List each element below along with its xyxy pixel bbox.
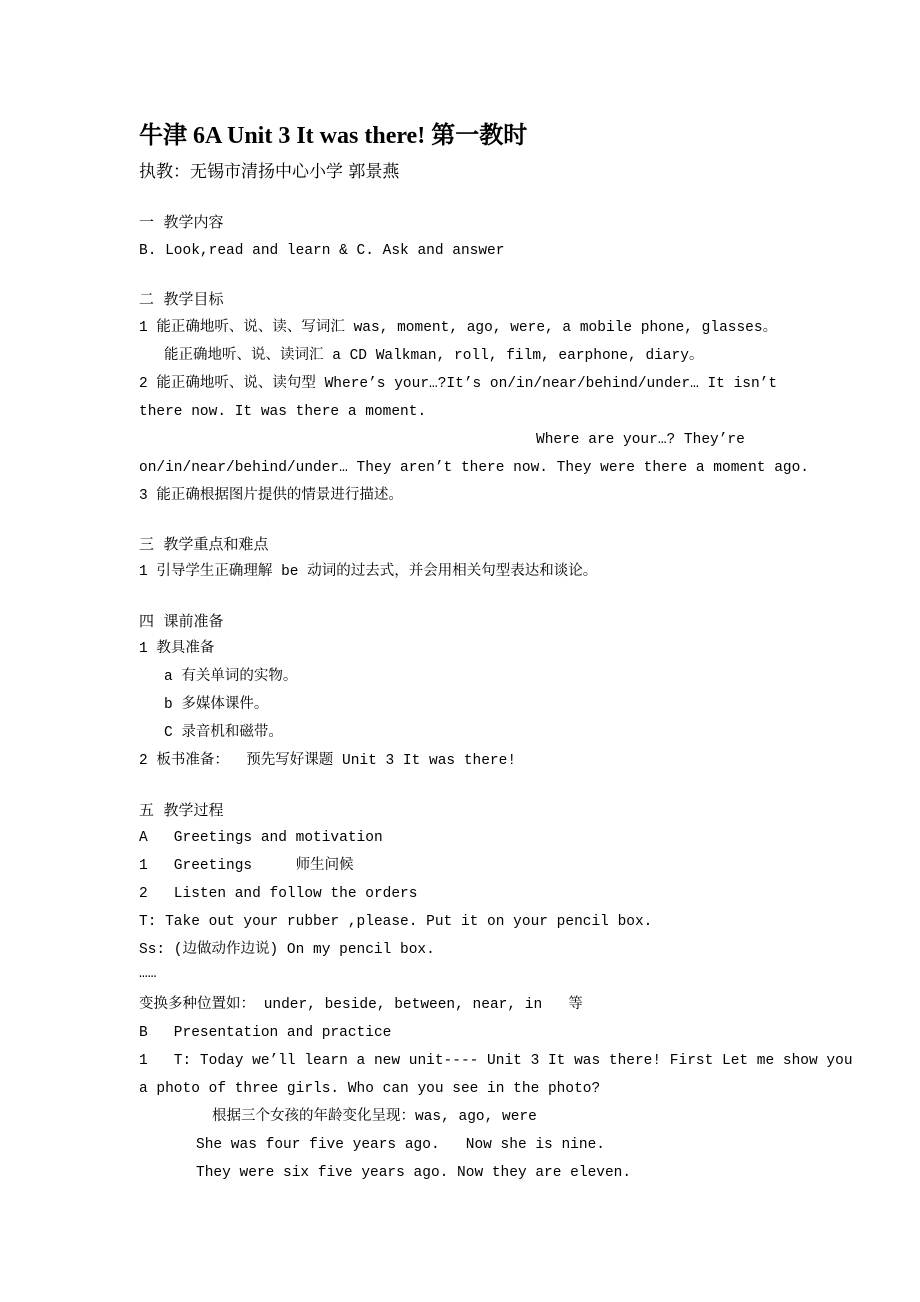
text-line: 3 能正确根据图片提供的情景进行描述。 (139, 488, 403, 504)
section-heading-objectives: 二 教学目标 (139, 290, 224, 308)
section-heading-focus: 三 教学重点和难点 (139, 535, 269, 553)
section-heading-process: 五 教学过程 (139, 801, 224, 819)
text-line: 1 Greetings 师生问候 (139, 858, 354, 874)
text-line: T: Take out your rubber ,please. Put it on your pencil box. (139, 914, 653, 930)
ellipsis-line: …… (139, 966, 157, 982)
text-line: on/in/near/behind/under… They aren’t there now. They were there a moment ago. (139, 460, 810, 476)
text-line: Where are your…? They’re (536, 432, 745, 448)
text-line: 变换多种位置如： under, beside, between, near, in 等 (139, 997, 583, 1013)
list-item: C 录音机和磁带。 (164, 725, 283, 741)
text-line: She was four five years ago. Now she is nine. (196, 1137, 605, 1153)
text-line: They were six five years ago. Now they are eleven. (196, 1165, 632, 1181)
text-line: 2 Listen and follow the orders (139, 886, 418, 902)
text-line: there now. It was there a moment. (139, 404, 427, 420)
list-item: b 多媒体课件。 (164, 697, 269, 713)
document-author: 执教：无锡市清扬中心小学 郭景燕 (139, 162, 400, 182)
text-line: 根据三个女孩的年龄变化呈现：was, ago, were (212, 1109, 537, 1125)
text-line: 2 能正确地听、说、读句型 Where’s your…?It’s on/in/near/behind/under… It isn’t (139, 376, 778, 392)
text-line: 1 T: Today we’ll learn a new unit---- Unit 3 It was there! First Let me show you (139, 1053, 853, 1069)
text-line: 1 引导学生正确理解 be 动词的过去式，并会用相关句型表达和谈论。 (139, 564, 598, 580)
section-heading-preparation: 四 课前准备 (139, 612, 224, 630)
text-line: A Greetings and motivation (139, 830, 383, 846)
text-line: 1 教具准备 (139, 641, 215, 657)
list-item: a 有关单词的实物。 (164, 669, 298, 685)
document-title: 牛津 6A Unit 3 It was there! 第一教时 (139, 123, 528, 149)
text-line: 1 能正确地听、说、读、写词汇 was, moment, ago, were, a mobile phone, glasses。 (139, 320, 778, 336)
text-line: 能正确地听、说、读词汇 a CD Walkman, roll, film, earphone, diary。 (164, 348, 704, 364)
text-line: B Presentation and practice (139, 1025, 392, 1041)
text-line: a photo of three girls. Who can you see in the photo? (139, 1081, 601, 1097)
text-line: B. Look,read and learn & C. Ask and answer (139, 243, 505, 259)
text-line: 2 板书准备： 预先写好课题 Unit 3 It was there! (139, 753, 517, 769)
section-heading-content: 一 教学内容 (139, 213, 224, 231)
text-line: Ss: (边做动作边说) On my pencil box. (139, 942, 435, 958)
